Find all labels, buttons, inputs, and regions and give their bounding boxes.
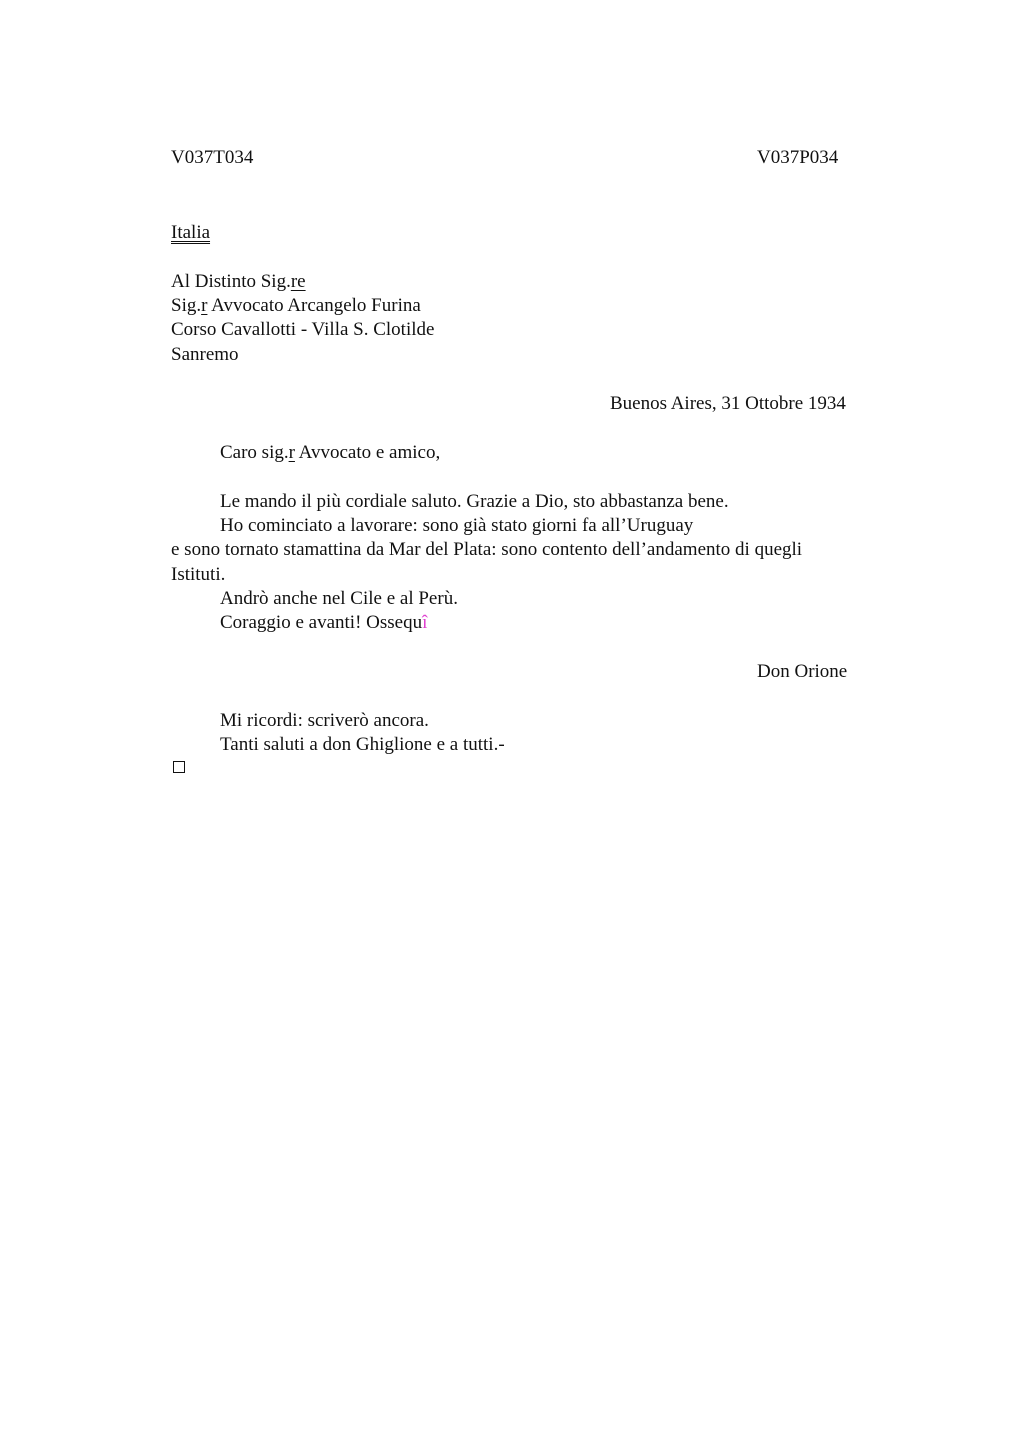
address-line-2-prefix: Sig. xyxy=(171,295,202,316)
address-line-1-prefix: Al Distinto Sig. xyxy=(171,271,291,292)
address-line-1 xyxy=(171,270,306,294)
postscript-line-2: Tanti saluti a don Ghiglione e a tutti.- xyxy=(220,734,505,755)
address-line-2 xyxy=(171,294,421,318)
postscript-line-1: Mi ricordi: scriverò ancora. xyxy=(220,710,429,731)
body-paragraph-2-line-2: e sono tornato stamattina da Mar del Plata: sono contento dell’andamento di quegli xyxy=(171,539,803,560)
country-heading: Italia xyxy=(171,222,211,243)
salutation xyxy=(220,441,440,465)
address-line-1-abbrev: re xyxy=(290,271,306,292)
signature: Don Orione xyxy=(757,661,848,682)
body-paragraph-4-text: Coraggio e avanti! Ossequ xyxy=(220,612,423,633)
end-marker-box-icon xyxy=(173,761,185,773)
address-line-2-rest: Avvocato Arcangelo Furina xyxy=(207,295,421,316)
body-paragraph-3: Andrò anche nel Cile e al Perù. xyxy=(220,588,458,609)
body-paragraph-1: Le mando il più cordiale saluto. Grazie a Dio, sto abbastanza bene. xyxy=(220,491,729,512)
address-line-2-abbrev: r xyxy=(201,295,208,316)
document-code-left: V037T034 xyxy=(171,147,254,168)
highlighted-character: î xyxy=(422,612,428,633)
address-line-4: Sanremo xyxy=(171,344,239,365)
body-paragraph-4 xyxy=(220,611,427,635)
document-code-right: V037P034 xyxy=(757,147,839,168)
address-line-3: Corso Cavallotti - Villa S. Clotilde xyxy=(171,319,435,340)
body-paragraph-2-line-1: Ho cominciato a lavorare: sono già stato giorni fa all’Uruguay xyxy=(220,515,694,536)
body-paragraph-2-line-3: Istituti. xyxy=(171,564,226,585)
salutation-prefix: Caro sig. xyxy=(220,442,289,463)
salutation-abbrev: r xyxy=(288,442,295,463)
salutation-rest: Avvocato e amico, xyxy=(294,442,441,463)
date-line: Buenos Aires, 31 Ottobre 1934 xyxy=(610,393,846,414)
